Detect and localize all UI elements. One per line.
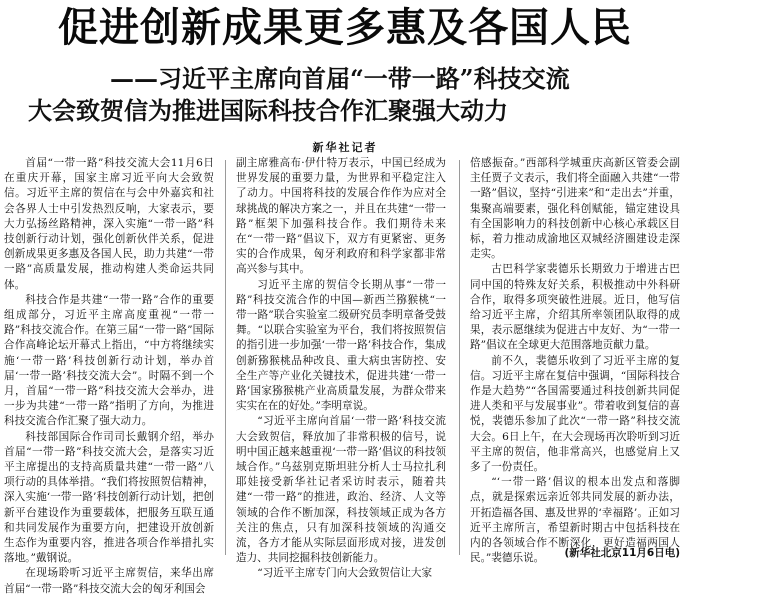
subheadline-line-2: 大会致贺信为推进国际科技合作汇聚强大动力	[28, 96, 508, 125]
paragraph: “习近平主席向首届‘一带一路’科技交流大会致贺信，释放加了非常积极的信号，说明中国正越来越重视‘一带一路’倡议的科技领域合作。”乌兹别克斯坦驻分析人士马拉扎利耶娃接受新华社记者采访时表示，随着共建“一带一路”的推进，政治、经济、人文等领域的合作不断加深，科技领域正成为各方关注的焦点，只有加深科技领域的沟通交流，各方才能从实际层面形成对接，进发创造力、共同挖掘科技创新能力。	[236, 415, 446, 565]
paragraph: 首届“一带一路”科技交流大会11月6日在重庆开幕，国家主席习近平向大会致贺信。习近平主席的贺信在与会中外嘉宾和社会各界人士中引发热烈反响，大家表示，要大力弘扬丝路精神，深入实施“一带一路”科技创新行动计划，强化创新伙伴关系，促进创新成果更多惠及各国人民，助力共建“一带一路”高质量发展，推动构建人类命运共同体。	[4, 157, 214, 291]
dateline: (新华社北京11月6日电)	[564, 547, 680, 559]
paragraph: 科技合作是共建“一带一路”合作的重要组成部分，习近平主席高度重视“一带一路”科技交流合作。在第三届“一带一路”国际合作高峰论坛开幕式上指出，“中方将继续实施‘一带一路’科技创新行动计划，举办首届‘一带一路’科技交流大会”。时隔不到一个月，首届“一带一路”科技交流大会举办，进一步为共建“一带一路”指明了方向，为推进科技交流合作汇聚了强大动力。	[4, 293, 214, 428]
byline: 新华社记者	[312, 141, 378, 154]
paragraph-continued: 副主席雅高布·伊什特万表示，中国已经成为世界发展的重要力量，为世界和平稳定注入了动力。中国将科技的发展合作作为应对全球挑战的解决方案之一，并且在共建“一带一路”框架下加强科技合作。我们期待未来在“一带一路”倡议下，双方有更紧密、更务实的合作成果，匈牙利政府和科学家都非常高兴参与其中。	[236, 157, 446, 276]
headline: 促进创新成果更多惠及各国人民	[58, 5, 632, 51]
paragraph: 在现场聆听习近平主席贺信，来华出席首届“一带一路”科技交流大会的匈牙利国会	[4, 567, 214, 595]
column-divider	[225, 160, 226, 555]
subheadline-line-1: ——习近平主席向首届“一带一路”科技交流	[110, 64, 570, 93]
paragraph: 习近平主席的贺信令长期从事“一带一路”科技交流合作的中国—新西兰猕猴桃“一带一路”联合实验室二级研究员李明章备受鼓舞。“以联合实验室为平台，我们将按照贺信的指引进一步加强‘一带一路’科技合作，集成创新猕猴桃品种改良、重大病虫害防控、安全生产等产业化关键技术，促进共建‘一带一路’国家猕猴桃产业高质量发展，为群众带来实实在在的好处。”李明章说。	[236, 278, 446, 413]
paragraph: “习近平主席专门向大会致贺信让大家	[257, 567, 433, 580]
paragraph-continued: 倍感振奋。”西部科学城重庆高新区管委会副主任贾子文表示，我们将全面融入共建“一带一路”倡议，坚持“引进来”和“走出去”并重，集聚高端要素，强化科创赋能，锚定建设具有全国影响力的科技创新中心核心承载区目标，着力推动成渝地区双城经济圈建设走深走实。	[470, 157, 680, 261]
paragraph: 科技部国际合作司司长戴钢介绍，举办首届“一带一路”科技交流大会，是落实习近平主席提出的支持高质量共建“一带一路”八项行动的具体举措。“我们将按照贺信精神，深入实施‘一带一路’科技创新行动计划，把创新平台建设作为重要载体，把服务互联互通和共同发展作为重要方向，把建设开放创新生态作为重要内容，推进各项合作举措扎实落地。”戴钢说。	[4, 430, 214, 565]
article-column-2	[236, 156, 446, 580]
paragraph: 前不久，裴德乐收到了习近平主席的复信。习近平主席在复信中强调，“国际科技合作是大趋势”“各国需要通过科技创新共同促进人类和平与发展事业”。带着收到复信的喜悦，裴德乐参加了此次“一带一路”科技交流大会。6日上午，在大会现场再次聆听到习近平主席的贺信，他非常高兴，也感觉肩上又多了一份责任。	[470, 354, 680, 474]
paragraph: “‘一带一路’倡议的根本出发点和落脚点，就是探索远亲近邻共同发展的新办法，开拓造福各国、惠及世界的‘幸福路’。正如习近平主席所言，希望新时期古中包括科技在内的各领域合作不断深化，更好造福两国人民。”裴德乐说。	[470, 476, 680, 565]
article-column-1	[4, 156, 214, 595]
paragraph: 古巴科学家裴德乐长期致力于增进古巴同中国的特殊友好关系，积极推动中外科研合作，取得多项突破性进展。近日，他写信给习近平主席，介绍其所率领团队取得的成果，表示愿继续为促进古中友好、为“一带一路”倡议在全球更大范围落地贡献力量。	[470, 263, 680, 352]
column-divider	[459, 160, 460, 555]
